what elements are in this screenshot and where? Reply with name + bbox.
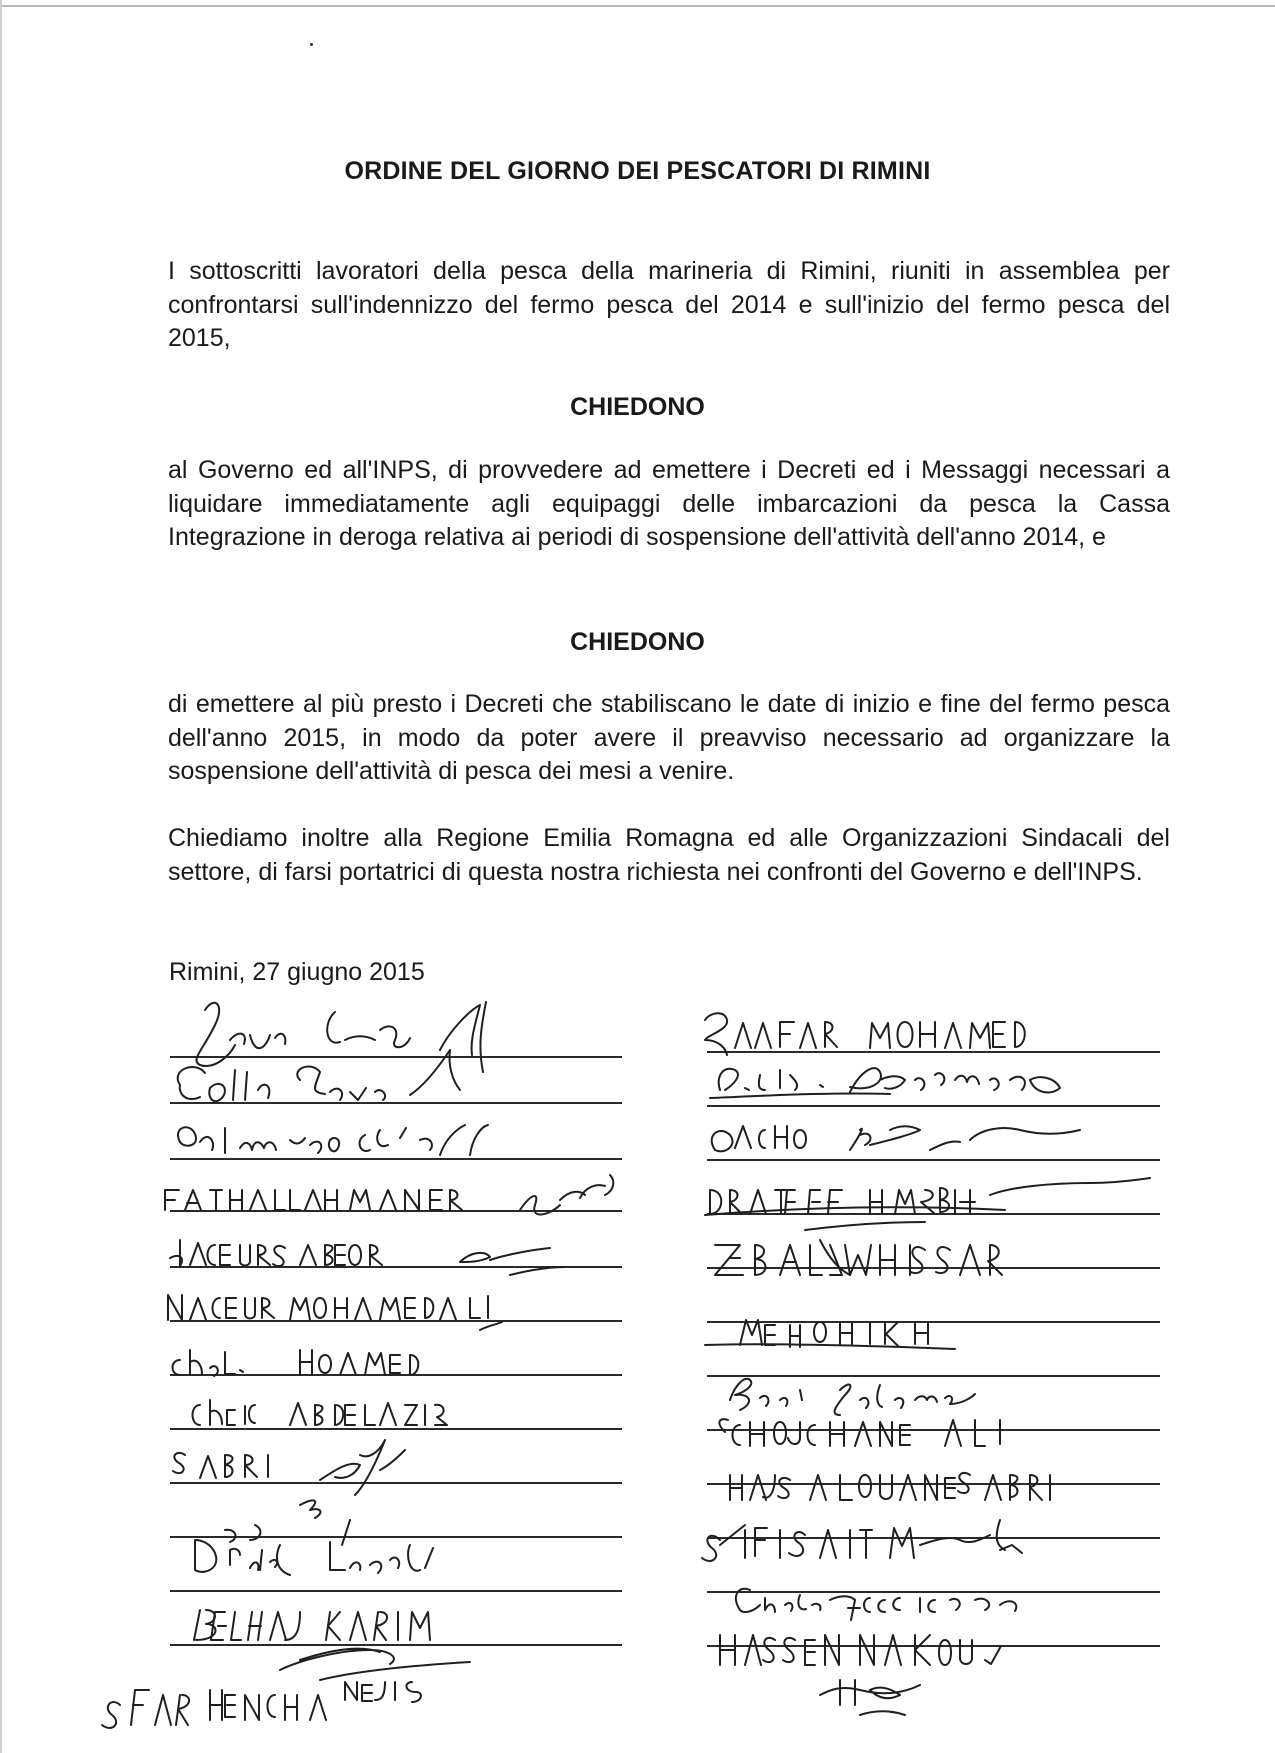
- intro-paragraph: I sottoscritti lavoratori della pesca della marineria di Rimini, riuniti in assemblea per confrontarsi sull'indennizzo del fermo pesca del 2014 e sull'inizio del fermo pesca del 2015,: [168, 257, 1170, 352]
- closing-paragraph: Chiediamo inoltre alla Regione Emilia Romagna ed alle Organizzazioni Sindacali del settore, di farsi portatrici di questa nostra richiesta nei confronti del Governo e dell'INPS.: [168, 824, 1170, 886]
- signature-line: [170, 1102, 622, 1104]
- signature: [712, 1126, 1080, 1151]
- signature-line: [170, 1428, 622, 1430]
- scan-edge-left: [0, 0, 2, 1753]
- signature-line: [170, 1210, 622, 1212]
- signature: [705, 1320, 955, 1349]
- place-date: Rimini, 27 giugno 2015: [169, 958, 425, 986]
- signature-line: [170, 1158, 622, 1160]
- signature: [720, 1635, 1001, 1715]
- scan-edge: [0, 5, 1275, 7]
- signature-line: [170, 1320, 622, 1322]
- signature: [178, 1125, 488, 1155]
- signature: [102, 1649, 470, 1728]
- signature-line: [170, 1266, 622, 1268]
- signature-line: [707, 1591, 1160, 1593]
- signature: [196, 1002, 486, 1072]
- signature-line: [707, 1645, 1160, 1647]
- signature: [178, 1050, 460, 1101]
- signature: [705, 1178, 1150, 1215]
- signature-line: [707, 1483, 1160, 1485]
- signature-line: [170, 1056, 622, 1058]
- signature: [165, 1175, 613, 1214]
- signature: [730, 1379, 975, 1415]
- signature-line: [707, 1537, 1160, 1539]
- signature: [736, 1589, 1016, 1620]
- signature-line: [170, 1644, 622, 1646]
- signature-line: [170, 1482, 622, 1484]
- request-paragraph-1: al Governo ed all'INPS, di provvedere ad emettere i Decreti ed i Messaggi necessari a liquidare immediatamente agli equipaggi delle imbarcazioni da pesca la Cassa Integrazione in deroga relativa ai periodi di sospensione dell'attività dell'anno 2014, e: [168, 456, 1170, 551]
- signature-line: [707, 1429, 1160, 1431]
- signature: [195, 1525, 433, 1575]
- signature: [173, 1440, 405, 1545]
- signature-line: [707, 1051, 1160, 1053]
- signature-line: [707, 1213, 1160, 1215]
- signature: [705, 1013, 1025, 1055]
- signature-line: [707, 1105, 1160, 1107]
- heading-chiedono-1: CHIEDONO: [570, 393, 705, 421]
- signature: [168, 1295, 502, 1330]
- signature: [719, 1419, 1000, 1446]
- signature: [730, 1473, 1050, 1500]
- signature-line: [707, 1321, 1160, 1323]
- signature-line: [170, 1590, 622, 1592]
- signature-line: [707, 1159, 1160, 1161]
- signature-line: [707, 1267, 1160, 1269]
- signature: [170, 1240, 565, 1275]
- signature-line: [170, 1536, 622, 1538]
- signature: [702, 1520, 1022, 1561]
- signature-line: [170, 1374, 622, 1376]
- heading-chiedono-2: CHIEDONO: [570, 628, 705, 656]
- document-title: ORDINE DEL GIORNO DEI PESCATORI DI RIMINI: [344, 157, 931, 185]
- signature-line: [707, 1375, 1160, 1377]
- signature: [194, 1610, 430, 1640]
- signature: [173, 1350, 419, 1376]
- signature: [710, 1068, 1060, 1098]
- scan-speck: [310, 43, 313, 46]
- signature: [193, 1400, 448, 1425]
- request-paragraph-2: di emettere al più presto i Decreti che stabiliscano le date di inizio e fine del fermo pesca dell'anno 2015, in modo da poter avere il preavviso necessario ad organizzare la sospensione dell'attività di pesca dei mesi a venire.: [168, 690, 1170, 785]
